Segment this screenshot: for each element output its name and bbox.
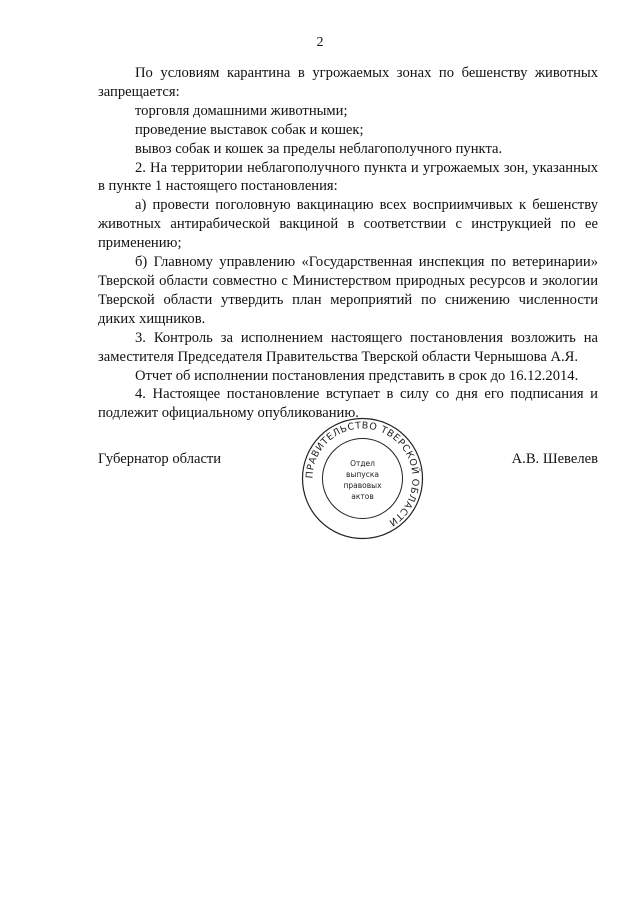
paragraph-item-2: 2. На территории неблагополучного пункта и угрожаемых зон, указанных в пункте 1 настоящего постановления: [98,159,598,195]
signatory-name: А.В. Шевелев [511,451,598,467]
page-number: 2 [316,35,324,50]
paragraph-item-3: 3. Контроль за исполнением настоящего постановления возложить на заместителя Председателя Правительства Тверской области Чернышова А.Я. [98,329,598,365]
paragraph-item-2a: а) провести поголовную вакцинацию всех восприимчивых к бешенству животных антирабической вакциной в соответствии с инструкцией по ее применению; [98,197,598,252]
stamp-graphic [300,416,425,541]
stamp-line-3: правовых [343,481,382,490]
paragraph-report-deadline: Отчет об исполнении постановления представить в срок до 16.12.2014. [135,367,579,384]
list-item-trade: торговля домашними животными; [135,102,348,119]
list-item-exhibitions: проведение выставок собак и кошек; [135,121,364,138]
document-body [98,64,598,423]
stamp-line-4: актов [351,492,374,501]
paragraph-item-2b: б) Главному управлению «Государственная инспекция по ветеринарии» Тверской области совместно с Министерством природных ресурсов и экологии Тверской области утвердить план мероприятий по снижению численности диких хищников. [98,254,598,327]
paragraph-quarantine-intro: По условиям карантина в угрожаемых зонах по бешенству животных запрещается: [98,65,598,100]
official-stamp [300,416,425,541]
paragraph-item-4: 4. Настоящее постановление вступает в силу со дня его подписания и подлежит официальному опубликованию. [98,386,598,422]
stamp-ring-textpath: ПРАВИТЕЛЬСТВО ТВЕРСКОЙ ОБЛАСТИ [304,420,421,529]
stamp-line-1: Отдел [350,459,375,468]
list-item-export: вывоз собак и кошек за пределы неблагополучного пункта. [135,140,503,157]
stamp-line-2: выпуска [346,470,379,479]
signatory-title: Губернатор области [98,451,222,467]
